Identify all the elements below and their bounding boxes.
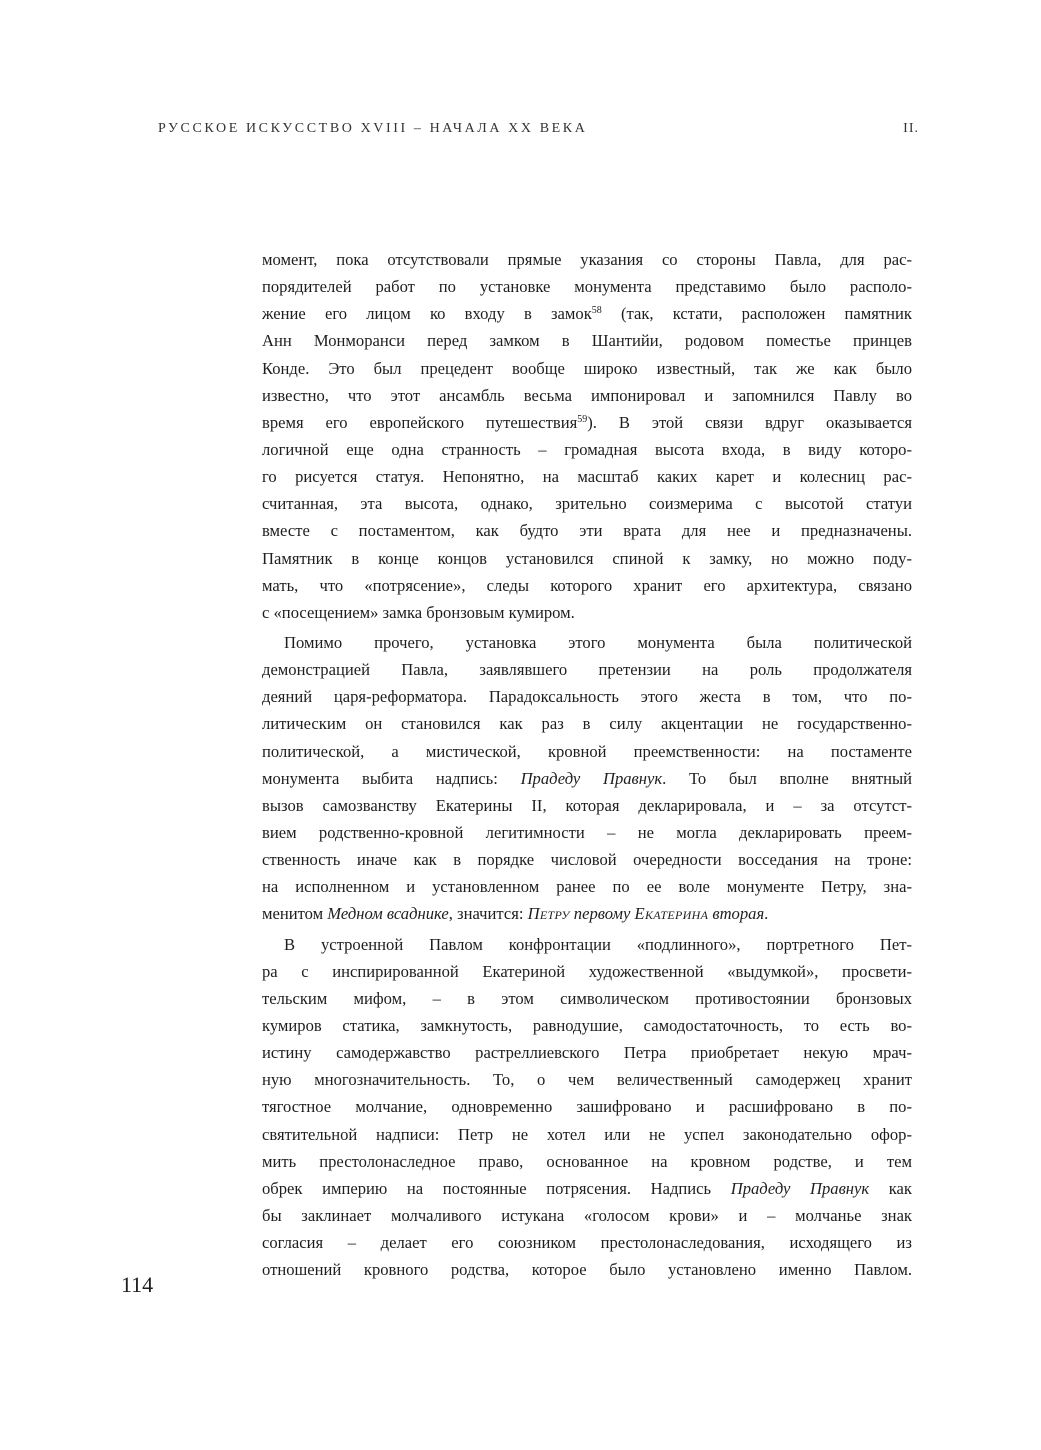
text-line: вместе с постаментом, как будто эти врата для нее и предназначены. [262,521,912,541]
text-line: бы заклинает молчаливого истукана «голосом крови» и – молчанье знак [262,1205,912,1225]
text-line: считанная, эта высота, однако, зрительно соизмерима с высотой статуи [262,494,912,514]
text-line: отношений кровного родства, которое было установлено именно Павлом. [262,1260,912,1280]
inscription-caps: Петру [527,904,570,924]
text-line: деяний царя-реформатора. Парадоксальность этого жеста в том, что по- [262,687,912,707]
paragraph-2 [262,629,912,928]
page-number: 114 [121,1272,154,1297]
text-line: вызов самозванству Екатерины II, которая декларировала, и – за отсутст- [262,795,912,815]
text-line: мать, что «потрясение», следы которого хранит его архитектура, связано [262,575,912,595]
text-line: с «посещением» замка бронзовым кумиром. [262,602,575,622]
text-line: момент, пока отсутствовали прямые указания со стороны Павла, для рас- [262,250,912,269]
text-line: монумента выбита надпись: Прадеду Правнук. То был вполне внятный [262,768,912,788]
text-line: жение его лицом ко входу в замок$^{58}$ (так, кстати, расположен памятник [262,304,912,324]
paragraph-3 [262,931,912,1284]
text-line: вием родственно-кровной легитимности – не могла декларировать преем- [262,822,912,842]
text-line: ственность иначе как в порядке числовой очередности восседания на троне: [262,850,912,870]
footnote-ref-58: 58 [591,305,602,317]
monument-title: Медном всаднике [327,904,449,924]
text-line: менитом Медном всаднике, значится: Петру первому Екатерина вторая. [262,904,769,924]
text-line: порядителей работ по установке монумента представимо было располо- [262,277,912,297]
body-text [262,246,912,1283]
text-line: политической, а мистической, кровной преемственности: на постаменте [262,741,912,761]
text-line: Памятник в конце концов установился спиной к замку, но можно поду- [262,548,912,568]
text-line: тельским мифом, – в этом символическом противостоянии бронзовых [262,988,912,1008]
text-line: логичной еще одна странность – громадная высота входа, в виду которо- [262,439,912,459]
text-line: Помимо прочего, установка этого монумента была политической [284,632,912,652]
text-line: демонстрацией Павла, заявлявшего претензии на роль продолжателя [262,660,912,680]
inscription-text: Прадеду Правнук [730,1178,870,1198]
paragraph-1 [262,246,912,626]
text-line: ра с инспирированной Екатериной художественной «выдумкой», просвети- [262,961,912,981]
text-line: святительной надписи: Петр не хотел или не успел законодательно офор- [262,1124,912,1144]
text-line: В устроенной Павлом конфронтации «подлинного», портретного Пет- [284,934,912,954]
text-line: истину самодержавство растреллиевского Петра приобретает некую мрач- [262,1043,912,1063]
text-line: обрек империю на постоянные потрясения. Надпись Прадеду Правнук как [262,1178,912,1198]
inscription-caps: Екатерина [634,904,709,924]
text-line: мить престолонаследное право, основанное на кровном родстве, и тем [262,1151,912,1171]
text-line: тягостное молчание, одновременно зашифровано и расшифровано в по- [262,1097,912,1117]
text-line: кумиров статика, замкнутость, равнодушие, самодостаточность, то есть во- [262,1015,912,1035]
text-line: Конде. Это был прецедент вообще широко известный, так же как было [262,358,912,378]
text-line: известно, что этот ансамбль весьма импонировал и запомнился Павлу во [262,385,912,405]
text-line: согласия – делает его союзником престолонаследования, исходящего из [262,1233,912,1253]
text-line: ную многозначительность. То, о чем величественный самодержец хранит [262,1070,912,1090]
running-title: РУССКОЕ ИСКУССТВО XVIII – НАЧАЛА XX ВЕКА [158,121,588,136]
text-line: го рисуется статуя. Непонятно, на масштаб каких карет и колесниц рас- [262,467,912,487]
inscription-text: Прадеду Правнук [520,768,663,788]
text-line: на исполненном и установленном ранее по ее воле монументе Петру, зна- [262,877,912,897]
footnote-ref-59: 59 [577,413,588,425]
text-line: время его европейского путешествия$^{59}$). В этой связи вдруг оказывается [262,412,912,432]
section-number: II. [903,121,919,136]
text-line: литическим он становился как раз в силу акцентации не государственно- [262,714,912,734]
text-line: Анн Монморанси перед замком в Шантийи, родовом поместье принцев [262,331,912,351]
